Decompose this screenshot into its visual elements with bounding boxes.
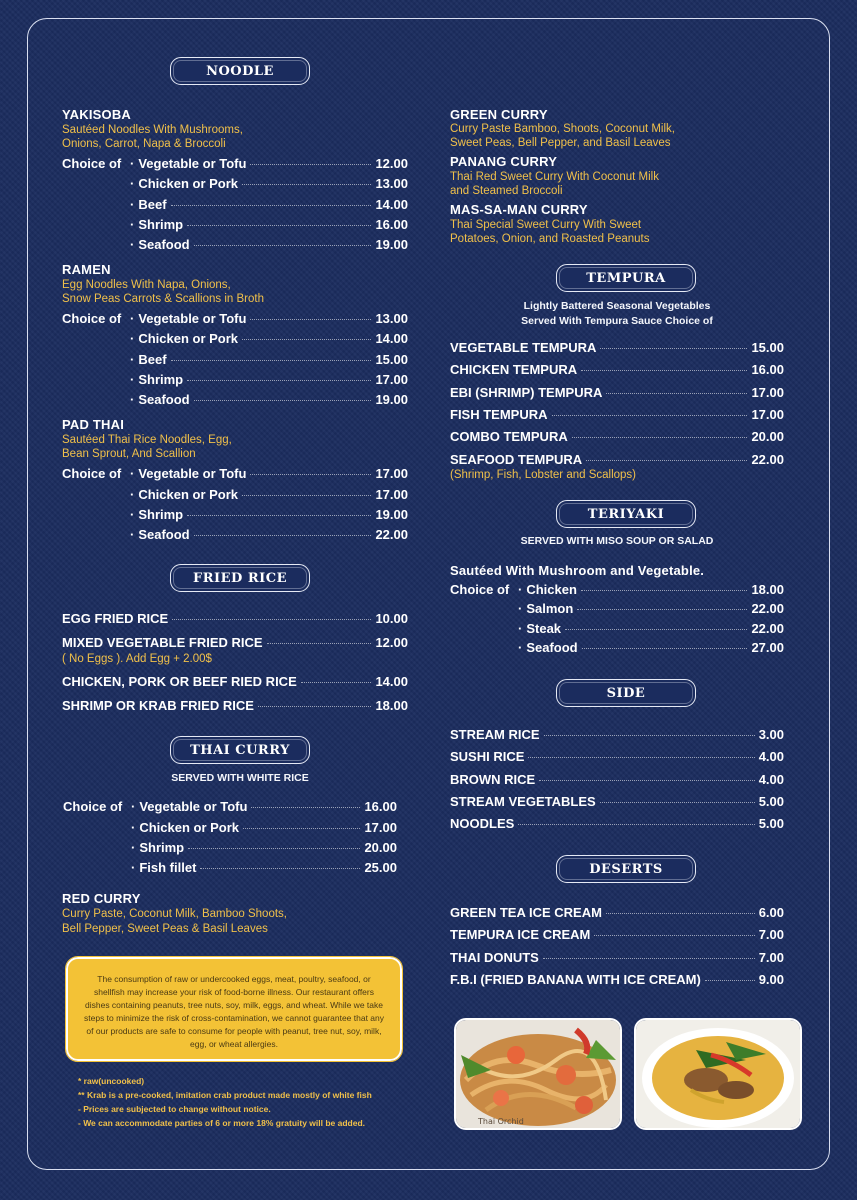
green-curry-desc-2: Sweet Peas, Bell Pepper, and Basil Leaves bbox=[450, 137, 671, 149]
side-item: STREAM RICE 3.00 bbox=[450, 727, 784, 742]
teriyaki-option: · Salmon 22.00 bbox=[518, 601, 784, 616]
tempura-item: COMBO TEMPURA 20.00 bbox=[450, 429, 784, 444]
thai-curry-option: · Chicken or Pork 17.00 bbox=[131, 820, 397, 835]
seafood-tempura-note: (Shrimp, Fish, Lobster and Scallops) bbox=[450, 469, 636, 481]
side-item: SUSHI RICE 4.00 bbox=[450, 749, 784, 764]
desert-item: TEMPURA ICE CREAM 7.00 bbox=[450, 927, 784, 942]
photo-caption: Thai Orchid bbox=[478, 1117, 524, 1126]
pad-thai-desc-1: Sautéed Thai Rice Noodles, Egg, bbox=[62, 434, 232, 446]
red-curry-desc-1: Curry Paste, Coconut Milk, Bamboo Shoots, bbox=[62, 908, 287, 920]
footnote: - We can accommodate parties of 6 or more 18% gratuity will be added. bbox=[78, 1118, 366, 1128]
ramen-option: · Seafood 19.00 bbox=[130, 392, 408, 407]
tempura-item: EBI (SHRIMP) TEMPURA 17.00 bbox=[450, 385, 784, 400]
thai-curry-heading: THAI CURRY bbox=[170, 736, 310, 764]
thai-curry-option: · Vegetable or Tofu 16.00 bbox=[131, 799, 397, 814]
thai-curry-choice-label: Choice of bbox=[63, 799, 123, 814]
footnotes bbox=[78, 1074, 418, 1130]
fried-rice-heading: FRIED RICE bbox=[170, 564, 310, 592]
pad-thai-option: · Shrimp 19.00 bbox=[130, 507, 408, 522]
teriyaki-intro: Sautéed With Mushroom and Vegetable. bbox=[450, 563, 705, 578]
side-heading: SIDE bbox=[556, 679, 696, 707]
tempura-heading: TEMPURA bbox=[556, 264, 696, 292]
yakisoba-option: · Beef 14.00 bbox=[130, 197, 408, 212]
yakisoba-choice-label: Choice of bbox=[62, 156, 122, 171]
panang-curry-desc-2: and Steamed Broccoli bbox=[450, 185, 563, 197]
tempura-item: FISH TEMPURA 17.00 bbox=[450, 407, 784, 422]
green-curry-title: GREEN CURRY bbox=[450, 107, 548, 122]
tempura-item: VEGETABLE TEMPURA 15.00 bbox=[450, 340, 784, 355]
pad-thai-option: · Seafood 22.00 bbox=[130, 527, 408, 542]
massaman-curry-desc-1: Thai Special Sweet Curry With Sweet bbox=[450, 219, 642, 231]
ramen-option: · Beef 15.00 bbox=[130, 352, 408, 367]
yakisoba-option: · Chicken or Pork 13.00 bbox=[130, 176, 408, 191]
side-item: BROWN RICE 4.00 bbox=[450, 772, 784, 787]
footnote: ** Krab is a pre-cooked, imitation crab product made mostly of white fish bbox=[78, 1090, 372, 1100]
ramen-desc-1: Egg Noodles With Napa, Onions, bbox=[62, 279, 231, 291]
teriyaki-option: · Seafood 27.00 bbox=[518, 640, 784, 655]
ramen-choice-label: Choice of bbox=[62, 311, 122, 326]
pad-thai-option: · Chicken or Pork 17.00 bbox=[130, 487, 408, 502]
teriyaki-option: · Chicken 18.00 bbox=[518, 582, 784, 597]
curry-photo bbox=[634, 1018, 802, 1130]
pad-thai-option: · Vegetable or Tofu 17.00 bbox=[130, 466, 408, 481]
yakisoba-option: · Vegetable or Tofu 12.00 bbox=[130, 156, 408, 171]
yakisoba-option: · Shrimp 16.00 bbox=[130, 217, 408, 232]
red-curry-title: RED CURRY bbox=[62, 891, 141, 906]
allergy-warning-box: The consumption of raw or undercooked eggs, meat, poultry, seafood, or shellfish may increase your risk of food-borne illness. Our restaurant offers dishes containing peanuts, tree nuts, soy, milk, eggs, and wheat. While we take steps to minimize the risk of cross-contamination, we cannot guarantee that any of our products are safe to consume for people with peanut, tree nut, soy, milk, egg, or wheat allergies. bbox=[66, 957, 402, 1061]
desert-item: GREEN TEA ICE CREAM 6.00 bbox=[450, 905, 784, 920]
thai-curry-option: · Shrimp 20.00 bbox=[131, 840, 397, 855]
tempura-item: CHICKEN TEMPURA 16.00 bbox=[450, 362, 784, 377]
yakisoba-desc-2: Onions, Carrot, Napa & Broccoli bbox=[62, 138, 226, 150]
ramen-option: · Vegetable or Tofu 13.00 bbox=[130, 311, 408, 326]
side-item: NOODLES 5.00 bbox=[450, 816, 784, 831]
panang-curry-desc-1: Thai Red Sweet Curry With Coconut Milk bbox=[450, 171, 659, 183]
massaman-curry-title: MAS-SA-MAN CURRY bbox=[450, 202, 588, 217]
fried-rice-item: MIXED VEGETABLE FRIED RICE 12.00 bbox=[62, 635, 408, 650]
teriyaki-heading: TERIYAKI bbox=[556, 500, 696, 528]
footnote: - Prices are subjected to change without notice. bbox=[78, 1104, 271, 1114]
tempura-subtitle-1: Lightly Battered Seasonal Vegetables bbox=[523, 300, 711, 312]
fried-rice-note: ( No Eggs ). Add Egg + 2.00$ bbox=[62, 653, 212, 665]
yakisoba-desc-1: Sautéed Noodles With Mushrooms, bbox=[62, 124, 243, 136]
fried-rice-item: CHICKEN, PORK OR BEEF RIED RICE 14.00 bbox=[62, 674, 408, 689]
noodle-heading: NOODLE bbox=[170, 57, 310, 85]
fried-rice-item: EGG FRIED RICE 10.00 bbox=[62, 611, 408, 626]
ramen-option: · Shrimp 17.00 bbox=[130, 372, 408, 387]
teriyaki-subtitle: SERVED WITH MISO SOUP OR SALAD bbox=[520, 535, 714, 547]
yakisoba-option: · Seafood 19.00 bbox=[130, 237, 408, 252]
teriyaki-option: · Steak 22.00 bbox=[518, 621, 784, 636]
deserts-heading: DESERTS bbox=[556, 855, 696, 883]
desert-item: THAI DONUTS 7.00 bbox=[450, 950, 784, 965]
thai-curry-option: · Fish fillet 25.00 bbox=[131, 860, 397, 875]
desert-item: F.B.I (FRIED BANANA WITH ICE CREAM) 9.00 bbox=[450, 972, 784, 987]
thai-curry-subtitle: SERVED WITH WHITE RICE bbox=[171, 772, 309, 784]
pad-thai-choice-label: Choice of bbox=[62, 466, 122, 481]
pad-thai-desc-2: Bean Sprout, And Scallion bbox=[62, 448, 196, 460]
pad-thai-title: PAD THAI bbox=[62, 417, 125, 432]
tempura-item: SEAFOOD TEMPURA 22.00 bbox=[450, 452, 784, 467]
massaman-curry-desc-2: Potatoes, Onion, and Roasted Peanuts bbox=[450, 233, 650, 245]
tempura-subtitle-2: Served With Tempura Sauce Choice of bbox=[521, 315, 713, 327]
pad-thai-photo bbox=[454, 1018, 622, 1130]
footnote: * raw(uncooked) bbox=[78, 1076, 145, 1086]
ramen-desc-2: Snow Peas Carrots & Scallions in Broth bbox=[62, 293, 264, 305]
ramen-title: RAMEN bbox=[62, 262, 111, 277]
green-curry-desc-1: Curry Paste Bamboo, Shoots, Coconut Milk, bbox=[450, 123, 675, 135]
red-curry-desc-2: Bell Pepper, Sweet Peas & Basil Leaves bbox=[62, 923, 268, 935]
yakisoba-title: YAKISOBA bbox=[62, 107, 132, 122]
panang-curry-title: PANANG CURRY bbox=[450, 154, 558, 169]
ramen-option: · Chicken or Pork 14.00 bbox=[130, 331, 408, 346]
side-item: STREAM VEGETABLES 5.00 bbox=[450, 794, 784, 809]
fried-rice-item: SHRIMP OR KRAB FRIED RICE 18.00 bbox=[62, 698, 408, 713]
teriyaki-choice-label: Choice of bbox=[450, 582, 510, 597]
